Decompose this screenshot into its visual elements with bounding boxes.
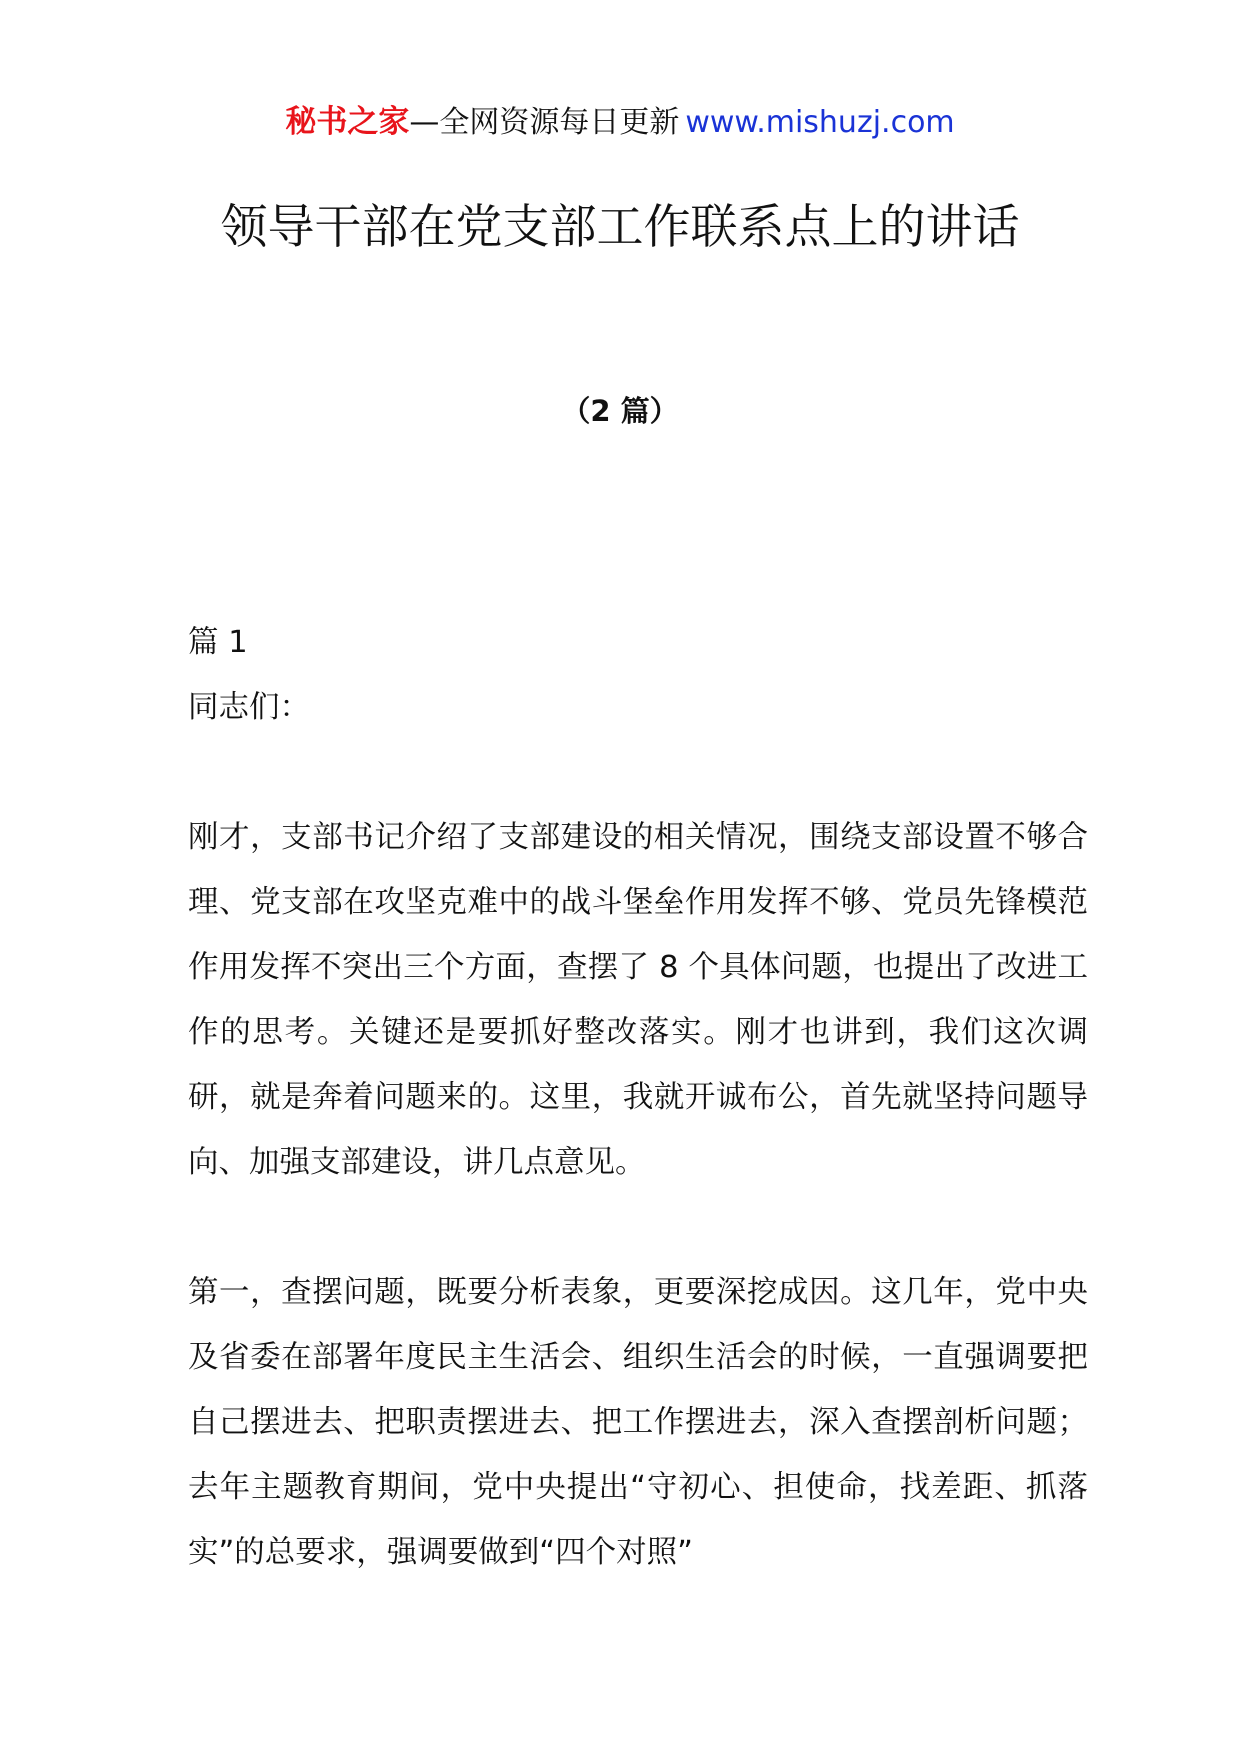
site-header bbox=[0, 100, 1240, 145]
brand-name: 秘书之家 bbox=[285, 104, 410, 140]
site-url-link[interactable]: www.mishuzj.com bbox=[685, 105, 955, 140]
body-paragraph-2: 第一，查摆问题，既要分析表象，更要深挖成因。这几年，党中央及省委在部署年度民主生活会、组织生活会的时候，一直强调要把自己摆进去、把职责摆进去、把工作摆进去，深入查摆剖析问题；去年主题教育期间，党中央提出“守初心、担使命，找差距、抓落实”的总要求，强调要做到“四个对照” bbox=[188, 1275, 1088, 1570]
document-body bbox=[188, 610, 1088, 1585]
document-subtitle: （2 篇） bbox=[561, 394, 679, 428]
body-paragraph-1: 刚才，支部书记介绍了支部建设的相关情况，围绕支部设置不够合理、党支部在攻坚克难中的战斗堡垒作用发挥不够、党员先锋模范作用发挥不突出三个方面，查摆了 8 个具体问题，也提出了改进工作的思考。关键还是要抓好整改落实。刚才也讲到，我们这次调研，就是奔着问题来的。这里，我就开诚布公，首先就坚持问题导向、加强支部建设，讲几点意见。 bbox=[188, 820, 1088, 1180]
section-label: 篇 1 bbox=[188, 625, 248, 660]
salutation: 同志们： bbox=[188, 690, 310, 725]
paragraph-gap bbox=[188, 1195, 1088, 1260]
header-slogan: —全网资源每日更新 bbox=[409, 105, 680, 140]
paragraph-gap bbox=[188, 740, 1088, 805]
document-title: 领导干部在党支部工作联系点上的讲话 bbox=[220, 200, 1020, 255]
